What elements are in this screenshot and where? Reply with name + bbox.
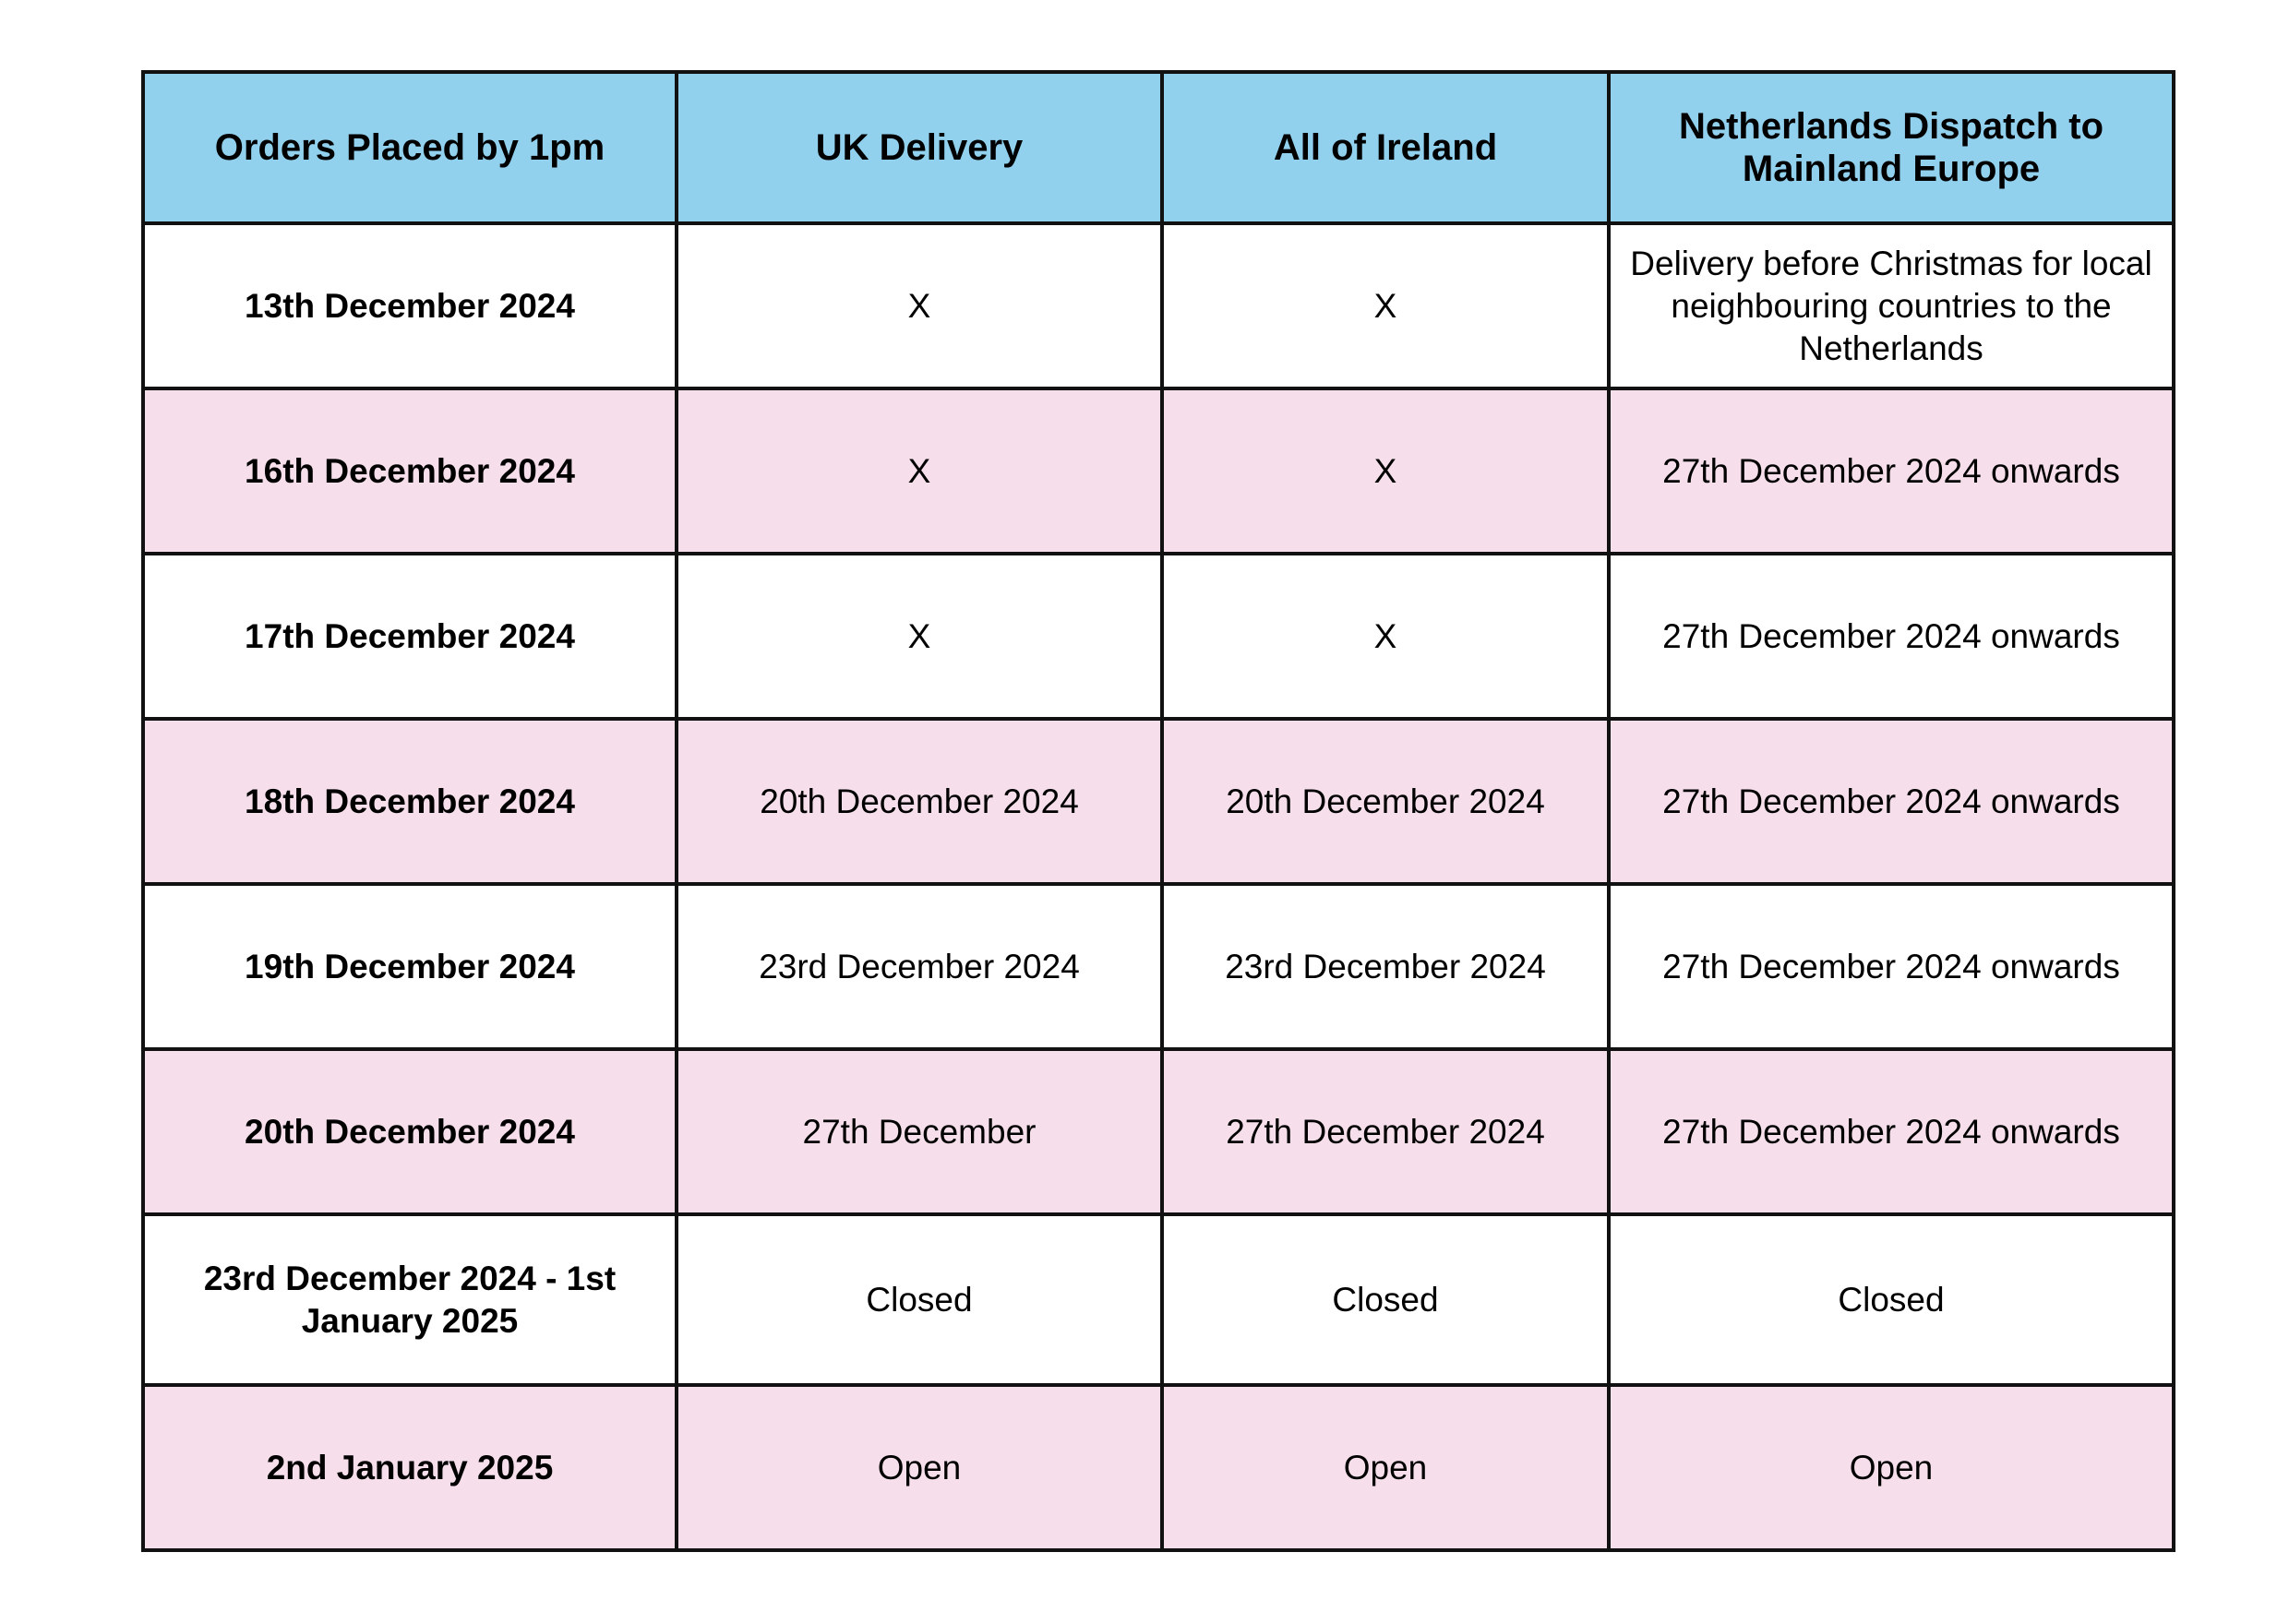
netherlands-dispatch-cell: 27th December 2024 onwards	[1609, 554, 2174, 719]
order-date-cell: 2nd January 2025	[143, 1385, 677, 1550]
header-ireland: All of Ireland	[1162, 72, 1609, 223]
table-row	[143, 719, 2174, 884]
delivery-schedule-table	[141, 70, 2175, 1552]
ireland-delivery-cell: X	[1162, 223, 1609, 388]
uk-delivery-cell: 23rd December 2024	[677, 884, 1162, 1049]
netherlands-dispatch-cell: 27th December 2024 onwards	[1609, 884, 2174, 1049]
order-date-cell: 13th December 2024	[143, 223, 677, 388]
netherlands-dispatch-cell: 27th December 2024 onwards	[1609, 719, 2174, 884]
order-date-cell: 19th December 2024	[143, 884, 677, 1049]
uk-delivery-cell: Closed	[677, 1214, 1162, 1385]
netherlands-dispatch-cell: Closed	[1609, 1214, 2174, 1385]
header-uk-delivery: UK Delivery	[677, 72, 1162, 223]
order-date-cell: 20th December 2024	[143, 1049, 677, 1214]
table-row	[143, 884, 2174, 1049]
header-orders-placed: Orders Placed by 1pm	[143, 72, 677, 223]
header-row	[143, 72, 2174, 223]
netherlands-dispatch-cell: 27th December 2024 onwards	[1609, 1049, 2174, 1214]
ireland-delivery-cell: X	[1162, 554, 1609, 719]
order-date-cell: 23rd December 2024 - 1st January 2025	[143, 1214, 677, 1385]
netherlands-dispatch-cell: Delivery before Christmas for local neighbouring countries to the Netherlands	[1609, 223, 2174, 388]
uk-delivery-cell: X	[677, 223, 1162, 388]
header-netherlands: Netherlands Dispatch to Mainland Europe	[1609, 72, 2174, 223]
ireland-delivery-cell: Closed	[1162, 1214, 1609, 1385]
table-row	[143, 1049, 2174, 1214]
table-row	[143, 1214, 2174, 1385]
ireland-delivery-cell: 20th December 2024	[1162, 719, 1609, 884]
order-date-cell: 16th December 2024	[143, 388, 677, 554]
order-date-cell: 18th December 2024	[143, 719, 677, 884]
ireland-delivery-cell: 27th December 2024	[1162, 1049, 1609, 1214]
uk-delivery-cell: 20th December 2024	[677, 719, 1162, 884]
table-row	[143, 1385, 2174, 1550]
ireland-delivery-cell: 23rd December 2024	[1162, 884, 1609, 1049]
uk-delivery-cell: 27th December	[677, 1049, 1162, 1214]
uk-delivery-cell: X	[677, 388, 1162, 554]
netherlands-dispatch-cell: Open	[1609, 1385, 2174, 1550]
table-row	[143, 388, 2174, 554]
uk-delivery-cell: X	[677, 554, 1162, 719]
table-row	[143, 223, 2174, 388]
uk-delivery-cell: Open	[677, 1385, 1162, 1550]
table-row	[143, 554, 2174, 719]
ireland-delivery-cell: Open	[1162, 1385, 1609, 1550]
ireland-delivery-cell: X	[1162, 388, 1609, 554]
netherlands-dispatch-cell: 27th December 2024 onwards	[1609, 388, 2174, 554]
order-date-cell: 17th December 2024	[143, 554, 677, 719]
